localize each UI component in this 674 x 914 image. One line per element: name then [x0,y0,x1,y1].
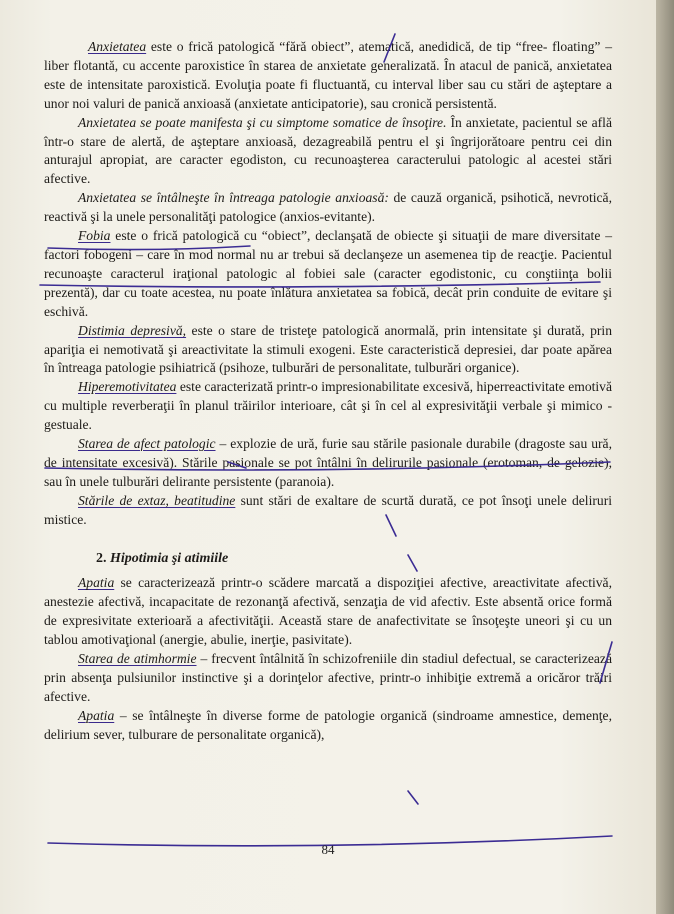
term-somatic: Anxietatea se poate manifesta şi cu simptome somatice de însoţire. [78,114,447,130]
paragraph-text: de cauză organică, psihotică, nevrotică, reactivă şi la unele personalităţi patologice (anxios-evitante). [44,190,612,225]
paragraph-apatia [44,574,612,650]
paragraph-apatia-organic [44,707,612,745]
term-afect: Starea de afect patologic [78,436,216,452]
paragraph-text: este caracterizată printr-o impresionabilitate excesivă, hiperreactivitate emotivă cu multiple reverberaţii în planul trăirilor interioare, cât şi în cel al expresivităţii verbale şi mimico - gestuale. [44,379,612,433]
term-atimhormie: Starea de atimhormie [78,651,197,667]
pen-mark [408,791,418,804]
term-apatia: Apatia [78,575,115,591]
paragraph-patologie [44,189,612,227]
paragraph-fobia [44,227,612,322]
term-anxietatea: Anxietatea [88,39,147,54]
book-spine-shadow [656,0,674,914]
term-fobia: Fobia [78,228,111,244]
paragraph-distimia [44,322,612,379]
paragraph-text: – explozie de ură, furie sau stările pasionale durabile (dragoste sau ură, de intensitate excesivă). Stările pasionale se pot întâlni în delirurile pasionale (erotoman, de gelozie), sau în unele tulburări delirante persistente (paranoia). [44,436,612,489]
term-hiperemotivitatea: Hiperemotivitatea [78,379,177,395]
paragraph-text: se caracterizează printr-o scădere marcată a dispoziţiei afective, areactivitate afectivă, anestezie afectivă, incapacitate de rezonanţă afectivă, senzaţia de vid afectiv. Este absentă orice formă de expresivitate exterioară a afectivităţii. Această stare de anafectivitate se însoţeşte uneori şi cu un tablou amotivaţional (anergie, abulie, inerţie, pasivitate). [44,575,612,648]
paragraph-extaz [44,492,612,530]
page-number: 84 [321,842,335,857]
section-title: Hipotimia şi atimiile [110,550,229,566]
term-apatia-2: Apatia [78,707,115,723]
paragraph-text: este o frică patologică “fără obiect”, atematică, anedidică, de tip “free- floating” – liber flotantă, cu accente paroxistice în starea de anxietate generalizată. În atacul de panică, anxietatea este de intensitate paroxistică. Evoluţia poate fi fluctuantă, cu interval liber sau cu stări de aşteptare a unor noi valuri de panică anxioasă (anxietate anticipatorie), sau cronică persistentă. [44,39,612,111]
paragraph-text: – se întâlneşte în diverse forme de patologie organică (sindroame amnestice, demenţe, delirium sever, tulburare de personalitate organică), [44,707,612,742]
paragraph-text: – frecvent întâlnită în schizofreniile din stadiul defectual, se caracterizează prin absenţa pulsiunilor instinctive şi a dorinţelor afective, printr-o inhibiţie extremă a oricăror trăiri afective. [44,651,612,704]
term-patologie: Anxietatea se întâlneşte în întreaga patologie anxioasă: [78,190,389,206]
paragraph-text: este o stare de tristeţe patologică anormală, prin intensitate şi durată, prin apariţia ei nemotivată şi areactivitate la stimuli exogeni. Este caracteristică depresiei, dar poate apărea în întreaga patologie psihiatrică (psihoze, tulburări de personalitate, tulburări organice). [44,322,612,376]
paragraph-hiperemotivitatea [44,378,612,435]
paragraph-afect [44,435,612,492]
section-heading [44,550,612,569]
term-extaz: Stările de extaz, beatitudine [78,492,236,508]
paragraph-text: În anxietate, pacientul se află într-o stare de alertă, de aşteptare anxioasă, dezagreabilă pentru el şi îngrijorătoare pentru cei din anturajul apropiat, are caracter egodiston, cu recunoaşterea caracterului patologic al acestei stări afective. [44,114,612,187]
paragraph-somatic [44,114,612,190]
paragraph-anxietatea [44,38,612,114]
paragraph-text: este o frică patologică cu “obiect”, declanşată de obiecte şi situaţii de mare diversitate – factori fobogeni – care în mod normal nu ar trebui să declanşeze un asemenea tip de reacţie. Pacientul recunoaşte caracterul iraţional patologic al fobiei sale (caracter egodistonic, cu conştiinţa bolii prezentă), dar cu toate acestea, nu poate înlătura anxietatea sa fobică, decât prin conduite de evitare şi eschivă. [44,228,612,319]
body-text [44,38,612,745]
paragraph-atimhormie [44,650,612,707]
section-number: 2. [96,550,107,566]
term-distimia: Distimia depresivă, [78,322,187,338]
paragraph-text: sunt stări de exaltare de scurtă durată, ce pot însoţi unele deliruri mistice. [44,492,612,527]
